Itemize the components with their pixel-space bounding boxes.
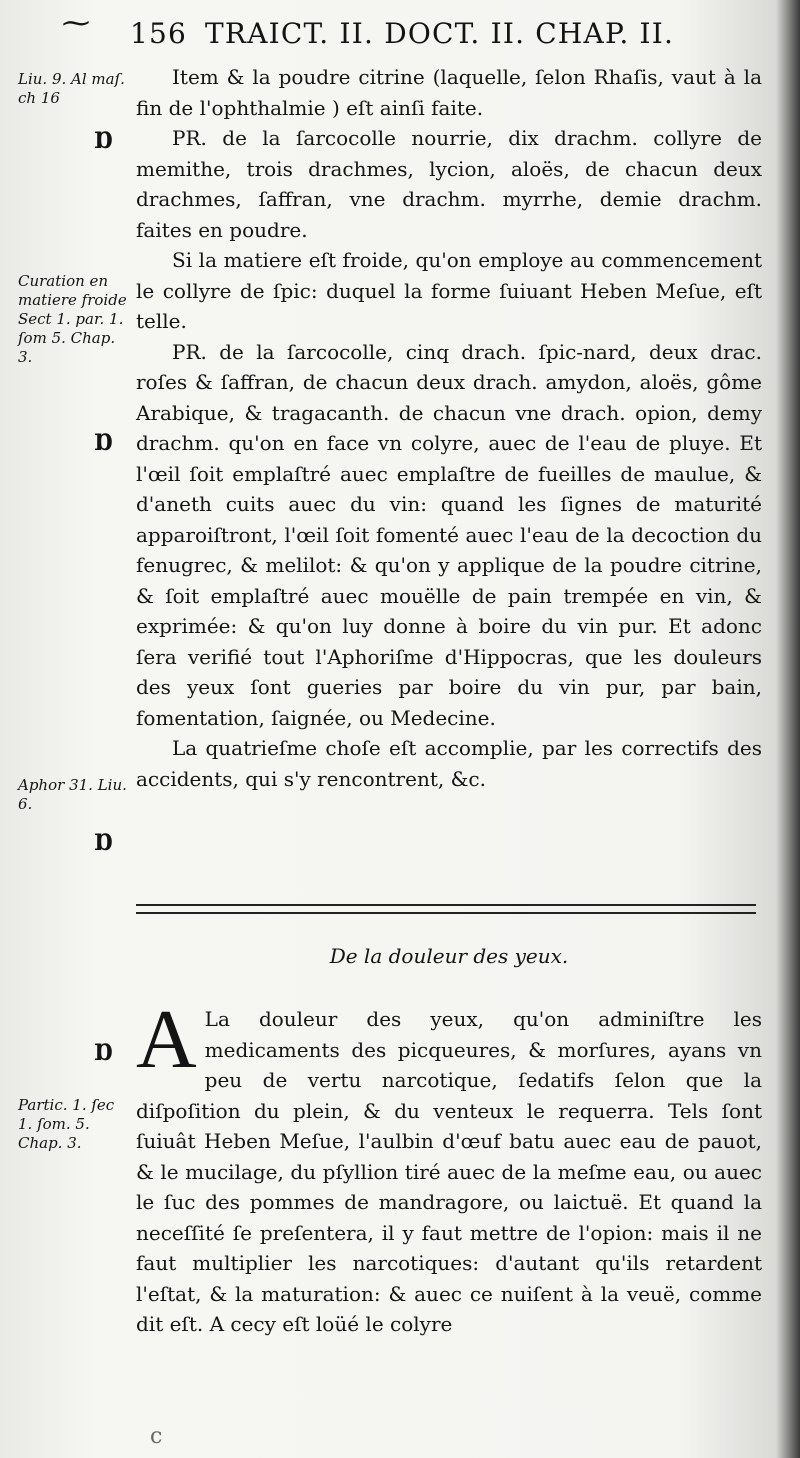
paragraph-mark-icon: Ɒ xyxy=(94,430,113,456)
running-header xyxy=(130,14,760,54)
paragraph-3: Si la matiere eſt froide, qu'on employe au commencement le collyre de ſpic: duquel la forme ſuiuant Heben Meſue, eſt telle. xyxy=(136,248,762,333)
margin-note-3: Aphor 31. Liu. 6. xyxy=(18,776,127,813)
paragraph-2: PR. de la ſarcocolle nourrie, dix drachm. collyre de memithe, trois drachmes, lycion, aloës, de chacun deux drachmes, ſaffran, vne drachm. myrrhe, demie drachm. faites en poudre. xyxy=(136,126,762,242)
section-title: De la douleur des yeux. xyxy=(329,944,569,968)
page-number: 156 xyxy=(130,17,188,50)
main-text xyxy=(136,62,762,794)
section-divider xyxy=(136,904,756,914)
margin-note-2: Curation en matiere froide Sect 1. par. 1. ſom 5. Chap. 3. xyxy=(18,272,127,366)
drop-cap: A xyxy=(136,993,197,1086)
footer-mark: c xyxy=(150,1424,163,1449)
running-title: TRAICT. II. DOCT. II. CHAP. II. xyxy=(205,17,675,50)
section-text xyxy=(136,993,762,1340)
margin-note-1: Liu. 9. Al maſ. ch 16 xyxy=(18,70,125,107)
paragraph-mark-icon: Ɒ xyxy=(94,830,113,856)
section-paragraph: La douleur des yeux, qu'on adminiſtre les medicaments des picqueures, & morſures, ayans vn peu de vertu narcotique, ſedatifs ſelon que la diſpoſition du plein, & du venteux le requerra. Tels ſont ſuiuât Heben Meſue, l'aulbin d'œuf batu auec eau de pauot, & le mucilage, du pſyllion tiré auec de la meſme eau, ou auec le ſuc des pommes de mandragore, ou laictuë. Et quand la neceſſité ſe preſentera, il y faut mettre de l'opion: mais il ne faut multiplier les narcotiques: d'autant qu'ils retardent l'eſtat, & la maturation: & auec ce nuiſent à la veuë, comme dit eſt. A cecy eſt loüé le colyre xyxy=(136,1007,762,1336)
paragraph-1: Item & la poudre citrine (laquelle, ſelon Rhaſis, vaut à la fin de l'ophthalmie ) eſt ainſi faite. xyxy=(136,65,762,120)
paragraph-5: La quatrieſme choſe eſt accomplie, par les correctifs des accidents, qui s'y rencontrent, &c. xyxy=(136,736,762,791)
paragraph-mark-icon: Ɒ xyxy=(94,128,113,154)
page-corner-mark: ⁓ xyxy=(62,6,90,39)
paragraph-4: PR. de la ſarcocolle, cinq drach. ſpic-nard, deux drac. roſes & ſaffran, de chacun deux drach. amydon, aloës, gôme Arabique, & tragacanth. de chacun vne drach. opion, demy drachm. qu'on en face vn colyre, auec de l'eau de pluye. Et l'œil ſoit emplaſtré auec emplaſtre de fueilles de maulue, & d'aneth cuits auec du vin: quand les ſignes de maturité apparoiſtront, l'œil ſoit fomenté auec l'eau de la decoction du fenugrec, & melilot: & qu'on y applique de la poudre citrine, & ſoit emplaſtré auec mouëlle de pain trempée en vin, & exprimée: & qu'on luy donne à boire du vin pur. Et adonc ſera verifié tout l'Aphoriſme d'Hippocras, que les douleurs des yeux ſont gueries par boire du vin pur, par bain, fomentation, ſaignée, ou Medecine. xyxy=(136,339,762,730)
margin-note-4: Partic. 1. ſec 1. ſom. 5. Chap. 3. xyxy=(18,1096,115,1152)
paragraph-mark-icon: Ɒ xyxy=(94,1040,113,1066)
